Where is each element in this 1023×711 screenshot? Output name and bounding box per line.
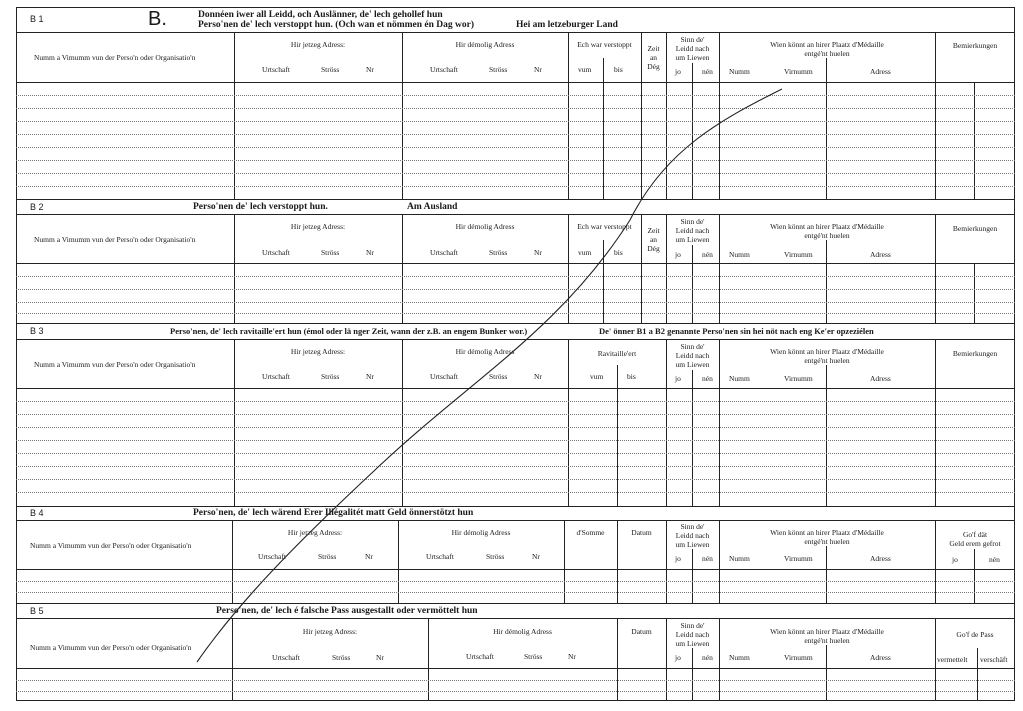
col-to-label: bis <box>614 248 623 257</box>
col-number-label: Nr <box>366 372 374 381</box>
col-street-label: Ströss <box>332 653 351 662</box>
col-medal-label: Wien könnt an hirer Plaatz d'Médaille <box>770 627 884 636</box>
section-b5-title: Perso'nen, de' lech é falsche Pass ausgestallt oder vermöttelt hun <box>216 606 478 616</box>
col-number-label: Nr <box>534 372 542 381</box>
col-no-label: nén <box>702 374 713 383</box>
col-alive-label: Leidd nach <box>675 351 710 360</box>
col-from-label: vum <box>590 372 604 381</box>
col-street-label: Ströss <box>489 372 508 381</box>
col-medal-label: Wien könnt an hirer Plaatz d'Médaille <box>770 347 884 356</box>
col-street-label: Ströss <box>489 65 508 74</box>
col-pass-label: Go'f de Pass <box>956 630 994 639</box>
col-street-label: Ströss <box>321 248 340 257</box>
col-former-address-label: Hir démolig Adress <box>455 347 515 356</box>
col-current-address-label: Hir jetzeg Adress: <box>290 222 346 231</box>
col-money-returned-label: Go'f dät <box>962 530 988 539</box>
section-b4-title: Perso'nen, de' lech wärend Erer Illégalitét matt Geld önnerstötzt hun <box>193 508 474 518</box>
col-town-label: Urtschaft <box>262 372 290 381</box>
col-town-label: Urtschaft <box>272 653 300 662</box>
header-title-line2: Perso'nen de' lech verstoppt hun. (Och wan et nömmen én Dag wor) <box>198 20 475 30</box>
col-former-address-label: Hir démolig Adress <box>451 528 511 537</box>
col-alive-label: Sinn de' <box>680 522 705 531</box>
section-b1-code: B 1 <box>30 14 44 24</box>
col-time-label: Dég <box>647 244 660 253</box>
col-time-label: Zeit <box>647 44 660 53</box>
col-name-label: Numm a Vimumm vun der Perso'n oder Organisatio'n <box>30 541 192 550</box>
col-time-label: Zeit <box>647 226 660 235</box>
col-alive-label: um Liewen <box>675 235 710 244</box>
header-location: Hei am letzeburger Land <box>516 20 618 30</box>
col-from-label: vum <box>578 248 592 257</box>
col-alive-label: Leidd nach <box>675 44 710 53</box>
col-alive-label: Sinn de' <box>680 342 705 351</box>
col-surname-label: Numm <box>729 653 750 662</box>
col-alive-label: um Liewen <box>675 360 710 369</box>
section-b2-title: Perso'nen de' lech verstoppt hun. <box>193 202 328 212</box>
col-current-address-label: Hir jetzeg Adress: <box>302 627 358 636</box>
col-town-label: Urtschaft <box>262 65 290 74</box>
col-alive-label: um Liewen <box>675 540 710 549</box>
col-remarks-label: Bemierkungen <box>952 41 998 50</box>
col-number-label: Nr <box>365 552 373 561</box>
col-date-label: Datum <box>631 627 652 636</box>
col-medal-label: Wien könnt an hirer Plaatz d'Médaille <box>770 528 884 537</box>
col-town-label: Urtschaft <box>258 552 286 561</box>
col-address-label: Adress <box>870 554 891 563</box>
col-name-label: Numm a Vimumm vun der Perso'n oder Organisatio'n <box>34 235 196 244</box>
col-surname-label: Numm <box>729 374 750 383</box>
col-alive-label: Sinn de' <box>680 217 705 226</box>
col-town-label: Urtschaft <box>430 372 458 381</box>
col-number-label: Nr <box>366 65 374 74</box>
col-surname-label: Numm <box>729 554 750 563</box>
col-alive-label: Sinn de' <box>680 621 705 630</box>
col-street-label: Ströss <box>321 372 340 381</box>
col-firstname-label: Virnumm <box>784 250 813 259</box>
col-yes-label: jo <box>952 555 958 564</box>
col-medal-label: entgé'nt huelen <box>804 537 850 546</box>
col-medal-label: entgé'nt huelen <box>804 636 850 645</box>
col-address-label: Adress <box>870 250 891 259</box>
col-surname-label: Numm <box>729 250 750 259</box>
col-town-label: Urtschaft <box>466 652 494 661</box>
col-former-address-label: Hir démolig Adress <box>455 222 515 231</box>
col-firstname-label: Virnumm <box>784 67 813 76</box>
col-street-label: Ströss <box>321 65 340 74</box>
col-time-label: an <box>649 235 658 244</box>
col-address-label: Adress <box>870 653 891 662</box>
col-to-label: bis <box>627 372 636 381</box>
col-to-label: bis <box>614 65 623 74</box>
col-no-label: nén <box>702 67 713 76</box>
col-street-label: Ströss <box>318 552 337 561</box>
col-number-label: Nr <box>534 65 542 74</box>
col-firstname-label: Virnumm <box>784 554 813 563</box>
col-no-label: nén <box>989 555 1000 564</box>
col-medal-label: Wien könnt an hirer Plaatz d'Médaille <box>770 222 884 231</box>
col-yes-label: jo <box>675 653 681 662</box>
col-yes-label: jo <box>675 250 681 259</box>
col-number-label: Nr <box>532 552 540 561</box>
col-name-label: Numm a Vimumm vun der Perso'n oder Organisatio'n <box>34 360 196 369</box>
col-yes-label: jo <box>675 67 681 76</box>
col-no-label: nén <box>702 653 713 662</box>
col-no-label: nén <box>702 554 713 563</box>
col-medal-label: entgé'nt huelen <box>804 231 850 240</box>
col-remarks-label: Bemierkungen <box>952 349 998 358</box>
col-town-label: Urtschaft <box>430 248 458 257</box>
section-b5-code: B 5 <box>30 606 44 616</box>
col-hidden-label: Ech war verstoppt <box>577 40 632 49</box>
form-letter: B. <box>148 8 167 30</box>
col-number-label: Nr <box>376 653 384 662</box>
col-alive-label: Leidd nach <box>675 531 710 540</box>
section-b2-code: B 2 <box>30 202 44 212</box>
col-time-label: Dég <box>647 62 660 71</box>
col-from-label: vum <box>578 65 592 74</box>
col-firstname-label: Virnumm <box>784 374 813 383</box>
col-town-label: Urtschaft <box>430 65 458 74</box>
col-yes-label: jo <box>675 554 681 563</box>
col-number-label: Nr <box>534 248 542 257</box>
col-current-address-label: Hir jetzeg Adress: <box>290 40 346 49</box>
col-money-returned-label: Geld erem gefrot <box>949 539 1001 548</box>
col-address-label: Adress <box>870 67 891 76</box>
col-no-label: nén <box>702 250 713 259</box>
col-medal-label: entgé'nt huelen <box>804 49 850 58</box>
col-number-label: Nr <box>366 248 374 257</box>
section-b2-location: Am Ausland <box>407 202 458 212</box>
col-medal-label: entgé'nt huelen <box>804 356 850 365</box>
col-address-label: Adress <box>870 374 891 383</box>
col-current-address-label: Hir jetzeg Adress: <box>290 347 346 356</box>
section-b3-note: De' önner B1 a B2 genannte Perso'nen sin hei nöt nach eng Ke'er opzeziélen <box>599 326 874 336</box>
col-former-address-label: Hir démolig Adress <box>455 40 515 49</box>
header-title-line1: Donnéen iwer all Leidd, och Auslänner, de' lech gehollef hun <box>198 10 443 20</box>
col-time-label: an <box>649 53 658 62</box>
col-street-label: Ströss <box>489 248 508 257</box>
col-alive-label: Sinn de' <box>680 35 705 44</box>
col-yes-label: jo <box>675 374 681 383</box>
col-surname-label: Numm <box>729 67 750 76</box>
col-hidden-label: Ech war verstoppt <box>577 222 632 231</box>
col-town-label: Urtschaft <box>262 248 290 257</box>
col-former-address-label: Hir démolig Adress <box>493 627 552 636</box>
col-sold-label: verschäft <box>980 655 1008 664</box>
col-street-label: Ströss <box>486 552 505 561</box>
col-alive-label: Leidd nach <box>675 226 710 235</box>
col-supplied-label: Ravitaille'ert <box>597 349 637 358</box>
col-current-address-label: Hir jetzeg Adress: <box>287 528 343 537</box>
col-date-label: Datum <box>631 528 652 537</box>
col-firstname-label: Virnumm <box>784 653 813 662</box>
col-name-label: Numm a Vimumm vun der Perso'n oder Organisatio'n <box>34 53 196 62</box>
col-alive-label: um Liewen <box>675 639 710 648</box>
col-number-label: Nr <box>568 652 576 661</box>
col-alive-label: um Liewen <box>675 53 710 62</box>
section-b3-title: Perso'nen, de' lech ravitaille'ert hun (émol oder lä nger Zeit, wann der z.B. an engem Bunker wor.) <box>170 326 528 336</box>
col-town-label: Urtschaft <box>426 552 454 561</box>
col-passed-on-label: vermettelt <box>937 655 968 664</box>
col-sum-label: d'Somme <box>576 528 605 537</box>
section-b4-code: B 4 <box>30 508 44 518</box>
col-alive-label: Leidd nach <box>675 630 710 639</box>
col-name-label: Numm a Vimumm vun der Perso'n oder Organisatio'n <box>30 643 192 652</box>
col-street-label: Ströss <box>524 652 543 661</box>
col-medal-label: Wien könnt an hirer Plaatz d'Médaille <box>770 40 884 49</box>
section-b3-code: B 3 <box>30 326 44 336</box>
col-remarks-label: Bemierkungen <box>952 224 998 233</box>
